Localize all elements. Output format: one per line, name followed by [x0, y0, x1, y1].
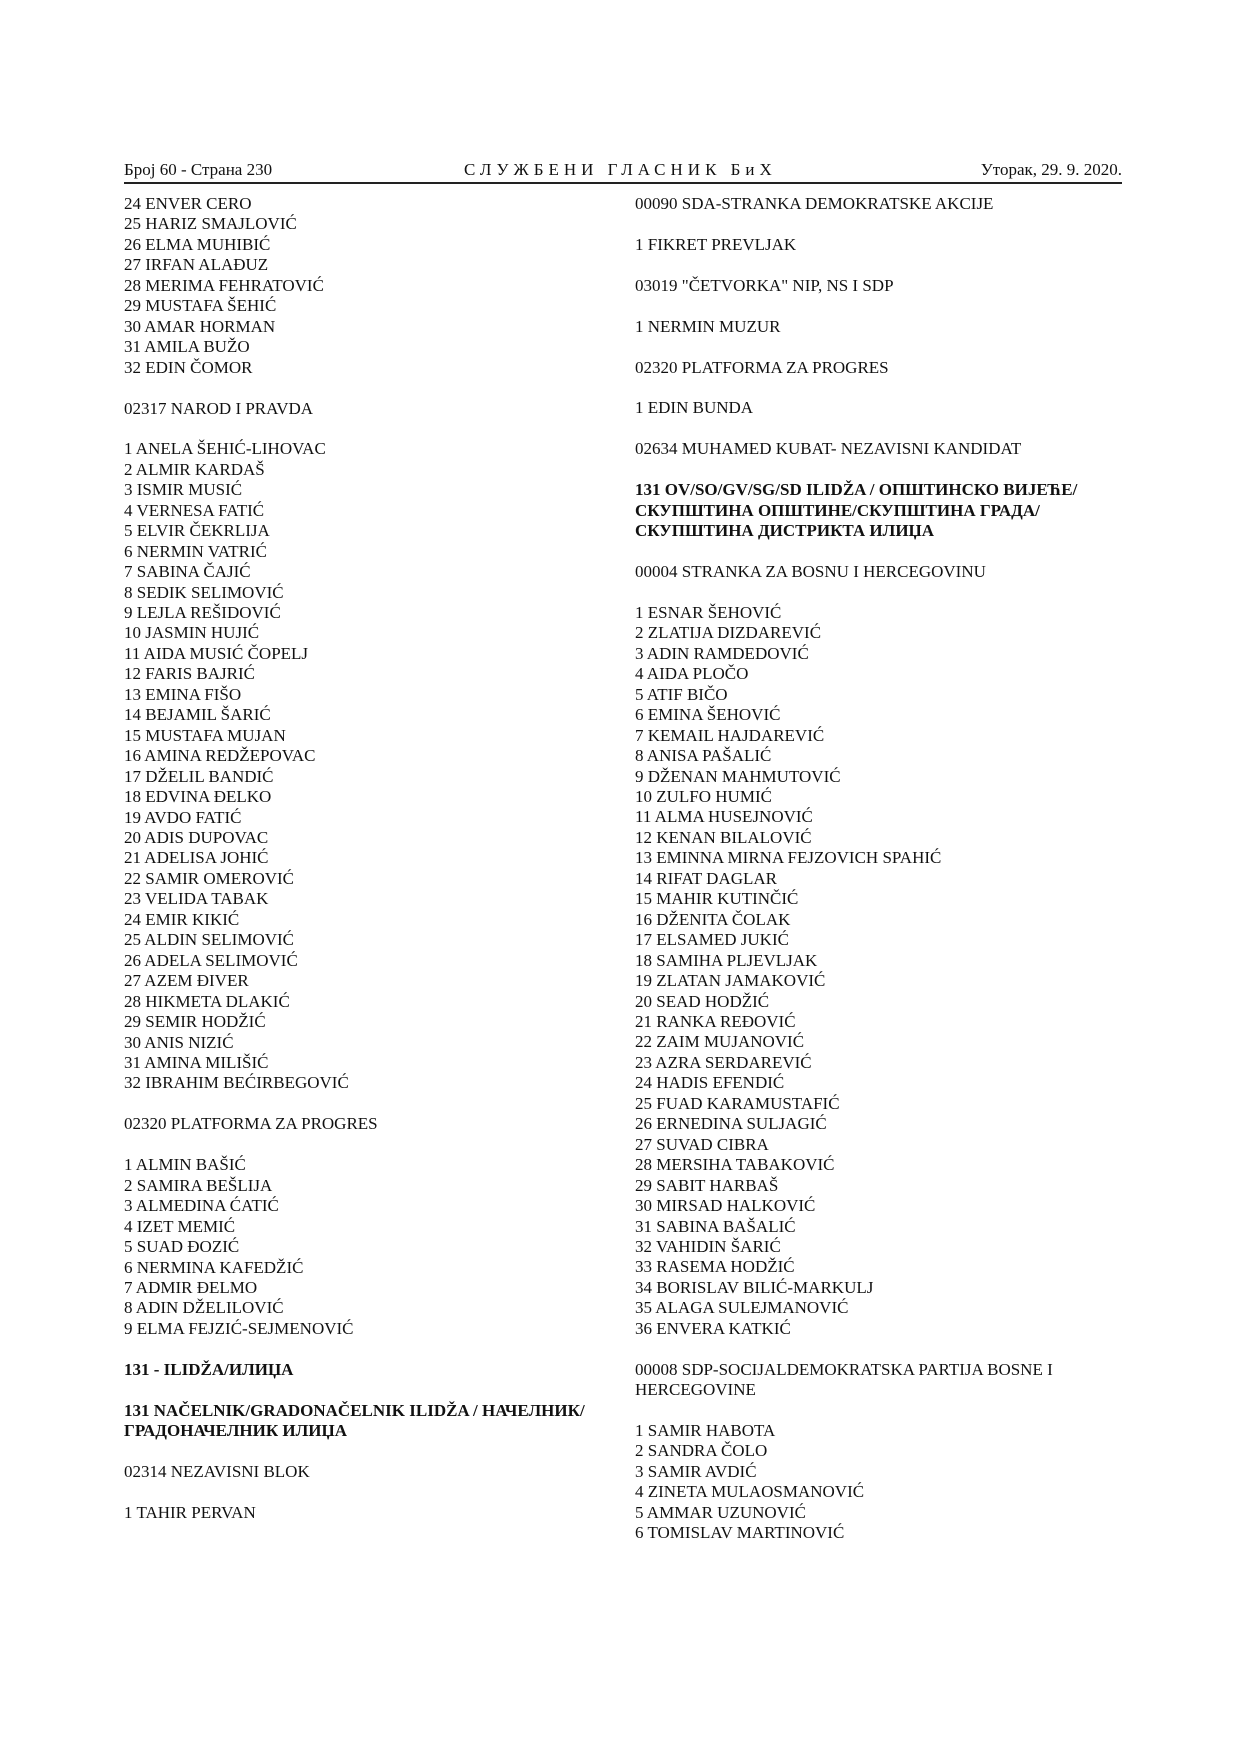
list-item: 1 NERMIN MUZUR [635, 316, 781, 336]
list-item: 15 MUSTAFA MUJAN [124, 725, 286, 745]
list-item: 2 ALMIR KARDAŠ [124, 459, 265, 479]
list-item: 3 ADIN RAMDEDOVIĆ [635, 643, 809, 663]
spacer [635, 1339, 1125, 1359]
publication-date: Уторак, 29. 9. 2020. [980, 160, 1122, 179]
list-item: 16 AMINA REDŽEPOVAC [124, 746, 316, 766]
list-item: 02320 PLATFORMA ZA PROGRES [124, 1114, 378, 1134]
list-item: 25 HARIZ SMAJLOVIĆ [124, 214, 297, 234]
list-item: 6 EMINA ŠEHOVIĆ [635, 705, 781, 725]
list-item: 8 SEDIK SELIMOVIĆ [124, 582, 284, 602]
list-item: 02314 NEZAVISNI BLOK [124, 1461, 310, 1481]
list-item: 4 IZET MEMIĆ [124, 1216, 236, 1236]
list-item: 32 IBRAHIM BEĆIRBEGOVIĆ [124, 1073, 349, 1093]
list-item: 1 ALMIN BAŠIĆ [124, 1155, 246, 1175]
list-item: 02634 MUHAMED KUBAT- NEZAVISNI KANDIDAT [635, 439, 1022, 459]
list-item: 9 LEJLA REŠIDOVIĆ [124, 603, 281, 623]
spacer [635, 378, 1125, 398]
spacer [124, 1482, 614, 1502]
list-item: 31 SABINA BAŠALIĆ [635, 1216, 796, 1236]
list-item: 2 ZLATIJA DIZDAREVIĆ [635, 623, 822, 643]
list-item: 29 MUSTAFA ŠEHIĆ [124, 296, 277, 316]
list-item: 14 RIFAT DAGLAR [635, 868, 777, 888]
spacer [124, 1442, 614, 1462]
list-item: 29 SEMIR HODŽIĆ [124, 1012, 266, 1032]
list-item: 33 RASEMA HODŽIĆ [635, 1257, 795, 1277]
list-item: 26 ADELA SELIMOVIĆ [124, 950, 298, 970]
spacer [124, 419, 614, 439]
list-item: 28 HIKMETA DLAKIĆ [124, 991, 290, 1011]
list-item: 35 ALAGA SULEJMANOVIĆ [635, 1298, 849, 1318]
list-item: 7 KEMAIL HAJDAREVIĆ [635, 725, 825, 745]
list-item: 18 SAMIHA PLJEVLJAK [635, 950, 818, 970]
list-item: 22 SAMIR OMEROVIĆ [124, 868, 295, 888]
list-item: 27 SUVAD CIBRA [635, 1134, 769, 1154]
spacer [635, 337, 1125, 357]
section-heading: 131 - ILIDŽA/ИЛИЏА [124, 1359, 294, 1379]
list-item: 12 KENAN BILALOVIĆ [635, 827, 812, 847]
list-item: 23 VELIDA TABAK [124, 889, 269, 909]
list-item: 6 NERMINA KAFEDŽIĆ [124, 1257, 304, 1277]
list-item: 17 DŽELIL BANDIĆ [124, 766, 274, 786]
list-item: 8 ADIN DŽELILOVIĆ [124, 1298, 284, 1318]
list-item: 16 DŽENITA ČOLAK [635, 909, 791, 929]
list-item: 4 ZINETA MULAOSMANOVIĆ [635, 1482, 865, 1502]
spacer [635, 1401, 1125, 1421]
header-rule [124, 182, 1122, 184]
list-item: 20 ADIS DUPOVAC [124, 828, 269, 848]
spacer [635, 296, 1125, 316]
list-item: 11 AIDA MUSIĆ ČOPELJ [124, 643, 309, 663]
list-item: 31 AMILA BUŽO [124, 337, 250, 357]
list-item: 34 BORISLAV BILIĆ-MARKULJ [635, 1277, 874, 1297]
list-item: 30 MIRSAD HALKOVIĆ [635, 1196, 816, 1216]
list-item: 19 ZLATAN JAMAKOVIĆ [635, 971, 826, 991]
publication-title: СЛУЖБЕНИ ГЛАСНИК БиХ [464, 160, 777, 179]
list-item: 25 FUAD KARAMUSTAFIĆ [635, 1093, 840, 1113]
left-column [124, 194, 614, 1523]
list-item: 21 ADELISA JOHIĆ [124, 848, 269, 868]
list-item: 00008 SDP-SOCIJALDEMOKRATSKA PARTIJA BOSNE I HERCEGOVINE [635, 1359, 1053, 1400]
list-item: 1 TAHIR PERVAN [124, 1502, 256, 1522]
list-item: 1 ANELA ŠEHIĆ-LIHOVAC [124, 439, 326, 459]
list-item: 27 IRFAN ALAĐUZ [124, 255, 269, 275]
spacer [635, 460, 1125, 480]
list-item: 19 AVDO FATIĆ [124, 807, 242, 827]
list-item: 26 ELMA MUHIBIĆ [124, 234, 271, 254]
spacer [124, 1380, 614, 1400]
list-item: 31 AMINA MILIŠIĆ [124, 1053, 269, 1072]
list-item: 2 SANDRA ČOLO [635, 1441, 768, 1461]
page-header [124, 158, 1122, 182]
spacer [124, 378, 614, 398]
list-item: 1 FIKRET PREVLJAK [635, 234, 797, 254]
list-item: 11 ALMA HUSEJNOVIĆ [635, 807, 813, 827]
list-item: 00090 SDA-STRANKA DEMOKRATSKE AKCIJE [635, 194, 994, 213]
list-item: 20 SEAD HODŽIĆ [635, 991, 770, 1011]
list-item: 1 SAMIR HABOTA [635, 1421, 776, 1441]
list-item: 1 ESNAR ŠEHOVIĆ [635, 602, 782, 622]
list-item: 28 MERSIHA TABAKOVIĆ [635, 1155, 835, 1175]
list-item: 13 EMINNA MIRNA FEJZOVICH SPAHIĆ [635, 848, 942, 868]
list-item: 14 BEJAMIL ŠARIĆ [124, 705, 271, 725]
list-item: 15 MAHIR KUTINČIĆ [635, 889, 799, 909]
list-item: 24 HADIS EFENDIĆ [635, 1073, 785, 1093]
list-item: 5 ELVIR ČEKRLIJA [124, 521, 270, 541]
list-item: 23 AZRA SERDAREVIĆ [635, 1052, 812, 1072]
spacer [124, 1094, 614, 1114]
list-item: 26 ERNEDINA SULJAGIĆ [635, 1114, 827, 1134]
list-item: 30 ANIS NIZIĆ [124, 1032, 234, 1052]
list-item: 12 FARIS BAJRIĆ [124, 664, 255, 684]
spacer [124, 1135, 614, 1155]
list-item: 1 EDIN BUNDA [635, 398, 754, 418]
list-item: 28 MERIMA FEHRATOVIĆ [124, 275, 324, 295]
list-item: 7 SABINA ČAJIĆ [124, 562, 251, 582]
list-item: 36 ENVERA KATKIĆ [635, 1318, 791, 1338]
list-item: 2 SAMIRA BEŠLIJA [124, 1175, 273, 1195]
spacer [635, 214, 1125, 234]
list-item: 10 JASMIN HUJIĆ [124, 623, 260, 643]
list-item: 5 SUAD ĐOZIĆ [124, 1237, 240, 1257]
list-item: 13 EMINA FIŠO [124, 684, 242, 704]
list-item: 3 SAMIR AVDIĆ [635, 1461, 757, 1481]
list-item: 02320 PLATFORMA ZA PROGRES [635, 357, 889, 377]
right-column [635, 194, 1125, 1544]
issue-page-number: Број 60 - Страна 230 [124, 160, 273, 179]
list-item: 24 ENVER CERO [124, 194, 252, 213]
list-item: 9 ELMA FEJZIĆ-SEJMENOVIĆ [124, 1318, 354, 1338]
list-item: 10 ZULFO HUMIĆ [635, 787, 772, 806]
spacer [635, 419, 1125, 439]
list-item: 4 VERNESA FATIĆ [124, 500, 265, 520]
list-item: 29 SABIT HARBAŠ [635, 1175, 779, 1195]
list-item: 27 AZEM ĐIVER [124, 971, 249, 991]
list-item: 5 AMMAR UZUNOVIĆ [635, 1502, 806, 1522]
list-item: 8 ANISA PAŠALIĆ [635, 746, 772, 766]
spacer [124, 1339, 614, 1359]
list-item: 24 EMIR KIKIĆ [124, 909, 240, 929]
list-item: 9 DŽENAN MAHMUTOVIĆ [635, 766, 841, 786]
list-item: 17 ELSAMED JUKIĆ [635, 930, 789, 950]
list-item: 32 VAHIDIN ŠARIĆ [635, 1236, 781, 1256]
section-heading: 131 NAČELNIK/GRADONAČELNIK ILIDŽA / НАЧЕЛНИК/ГРАДОНАЧЕЛНИК ИЛИЏА [124, 1400, 585, 1441]
list-item: 32 EDIN ČOMOR [124, 357, 253, 377]
list-item: 25 ALDIN SELIMOVIĆ [124, 930, 294, 950]
list-item: 21 RANKA REĐOVIĆ [635, 1011, 796, 1031]
spacer [635, 542, 1125, 562]
list-item: 7 ADMIR ĐELMO [124, 1277, 258, 1297]
list-item: 3 ISMIR MUSIĆ [124, 480, 243, 500]
spacer [635, 255, 1125, 275]
list-item: 4 AIDA PLOČO [635, 664, 749, 684]
spacer [635, 582, 1125, 602]
list-item: 6 TOMISLAV MARTINOVIĆ [635, 1523, 845, 1543]
list-item: 5 ATIF BIČO [635, 684, 728, 704]
section-heading: 131 OV/SO/GV/SG/SD ILIDŽA / ОПШТИНСКО ВИЈЕЋЕ/СКУПШТИНА ОПШТИНЕ/СКУПШТИНА ГРАДА/СКУПШТИНА ДИСТРИКТА ИЛИЏА [635, 480, 1078, 541]
list-item: 02317 NAROD I PRAVDA [124, 398, 314, 418]
list-item: 3 ALMEDINA ĆATIĆ [124, 1196, 279, 1216]
list-item: 03019 "ČETVORKA" NIP, NS I SDP [635, 275, 894, 295]
list-item: 00004 STRANKA ZA BOSNU I HERCEGOVINU [635, 562, 986, 582]
list-item: 6 NERMIN VATRIĆ [124, 541, 267, 561]
list-item: 30 AMAR HORMAN [124, 316, 276, 336]
list-item: 18 EDVINA ĐELKO [124, 787, 272, 807]
list-item: 22 ZAIM MUJANOVIĆ [635, 1032, 805, 1052]
